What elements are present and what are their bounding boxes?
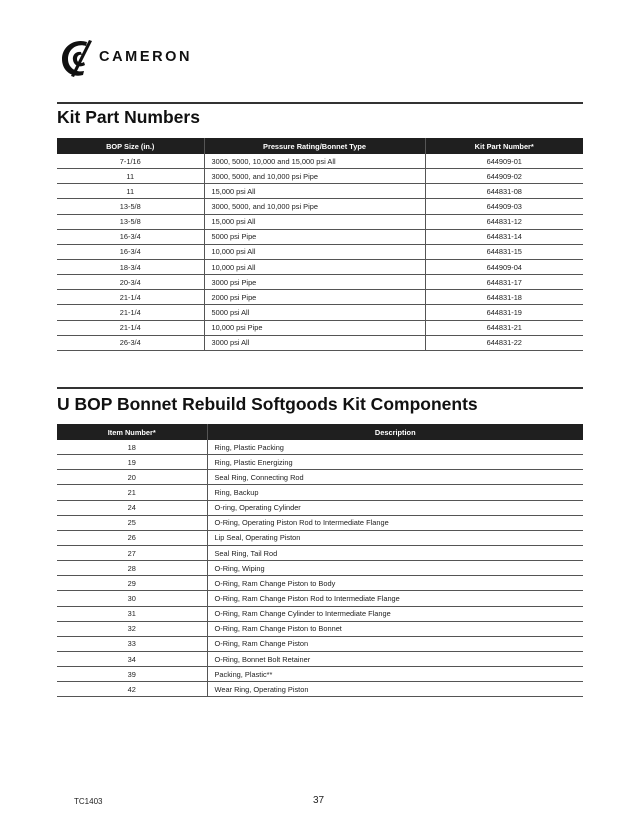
page-number: 37 <box>313 795 325 806</box>
table-cell: 21-1/4 <box>57 290 204 305</box>
table-cell: O-Ring, Ram Change Piston to Bonnet <box>207 621 583 636</box>
table-cell: 24 <box>57 500 207 515</box>
table-cell: 2000 psi Pipe <box>204 290 425 305</box>
table-row <box>57 440 583 455</box>
table-cell: Ring, Plastic Packing <box>207 440 583 455</box>
table-cell: 644831-17 <box>425 275 583 290</box>
table-row <box>57 154 583 169</box>
table-cell: O-Ring, Ram Change Cylinder to Intermediate Flange <box>207 606 583 621</box>
table-cell: 644909-04 <box>425 259 583 274</box>
table-cell: Ring, Backup <box>207 485 583 500</box>
table-cell: 39 <box>57 667 207 682</box>
table-cell: 3000, 5000, 10,000 and 15,000 psi All <box>204 154 425 169</box>
table-cell: 644909-03 <box>425 199 583 214</box>
logo-wordmark: CAMERON <box>99 49 193 65</box>
table-row <box>57 184 583 199</box>
table-cell: O-Ring, Ram Change Piston Rod to Intermediate Flange <box>207 591 583 606</box>
table-cell: 20-3/4 <box>57 275 204 290</box>
kit-part-numbers-table <box>57 138 583 351</box>
table-cell: O-Ring, Operating Piston Rod to Intermediate Flange <box>207 515 583 530</box>
cameron-logo <box>57 36 217 80</box>
table-cell: 10,000 psi All <box>204 259 425 274</box>
section-rule <box>57 387 583 389</box>
table-row <box>57 305 583 320</box>
table-row <box>57 500 583 515</box>
table-cell: O-Ring, Ram Change Piston <box>207 636 583 651</box>
table-cell: 15,000 psi All <box>204 184 425 199</box>
table-row <box>57 682 583 697</box>
header-description: Description <box>207 424 583 440</box>
table-cell: 13-5/8 <box>57 199 204 214</box>
table-cell: 644831-08 <box>425 184 583 199</box>
table-cell: 18-3/4 <box>57 259 204 274</box>
document-code: TC1403 <box>74 797 103 806</box>
header-item-number: Item Number* <box>57 424 207 440</box>
table-cell: 42 <box>57 682 207 697</box>
table-header-row <box>57 424 583 440</box>
table-cell: O-Ring, Bonnet Bolt Retainer <box>207 651 583 666</box>
table-cell: 10,000 psi All <box>204 244 425 259</box>
table-row <box>57 606 583 621</box>
table-row <box>57 591 583 606</box>
table-cell: 3000, 5000, and 10,000 psi Pipe <box>204 199 425 214</box>
table-cell: 20 <box>57 470 207 485</box>
table-cell: O-ring, Operating Cylinder <box>207 500 583 515</box>
table-cell: Lip Seal, Operating Piston <box>207 530 583 545</box>
table-row <box>57 229 583 244</box>
table-cell: 28 <box>57 561 207 576</box>
table-cell: 13-5/8 <box>57 214 204 229</box>
top-rule <box>57 102 583 104</box>
table-cell: 644831-15 <box>425 244 583 259</box>
table-row <box>57 290 583 305</box>
table-row <box>57 199 583 214</box>
table-cell: 644831-19 <box>425 305 583 320</box>
table-cell: 644909-02 <box>425 169 583 184</box>
components-table <box>57 424 583 697</box>
table-cell: 644831-21 <box>425 320 583 335</box>
table-row <box>57 335 583 350</box>
table-row <box>57 470 583 485</box>
header-kit-part-number: Kit Part Number* <box>425 138 583 154</box>
table-cell: Ring, Plastic Energizing <box>207 455 583 470</box>
table-cell: 21-1/4 <box>57 320 204 335</box>
header-bop-size: BOP Size (in.) <box>57 138 204 154</box>
table-row <box>57 515 583 530</box>
table-cell: 21-1/4 <box>57 305 204 320</box>
table-cell: 7-1/16 <box>57 154 204 169</box>
table-cell: 10,000 psi Pipe <box>204 320 425 335</box>
components-title: U BOP Bonnet Rebuild Softgoods Kit Components <box>57 394 478 414</box>
table-cell: 33 <box>57 636 207 651</box>
table-cell: O-Ring, Wiping <box>207 561 583 576</box>
table-cell: 11 <box>57 169 204 184</box>
table-cell: 26 <box>57 530 207 545</box>
table-cell: 644831-22 <box>425 335 583 350</box>
table-cell: Wear Ring, Operating Piston <box>207 682 583 697</box>
table-cell: Packing, Plastic** <box>207 667 583 682</box>
table-cell: 31 <box>57 606 207 621</box>
table-cell: 27 <box>57 545 207 560</box>
table-cell: 644831-12 <box>425 214 583 229</box>
header-pressure-rating: Pressure Rating/Bonnet Type <box>204 138 425 154</box>
table-row <box>57 561 583 576</box>
table-row <box>57 621 583 636</box>
table-cell: 30 <box>57 591 207 606</box>
table-cell: 18 <box>57 440 207 455</box>
table-cell: O-Ring, Ram Change Piston to Body <box>207 576 583 591</box>
table-cell: 16-3/4 <box>57 229 204 244</box>
table-row <box>57 651 583 666</box>
table-cell: 644909-01 <box>425 154 583 169</box>
table-row <box>57 275 583 290</box>
table-cell: 3000 psi All <box>204 335 425 350</box>
table-row <box>57 485 583 500</box>
table-cell: 5000 psi All <box>204 305 425 320</box>
table-row <box>57 259 583 274</box>
table-row <box>57 214 583 229</box>
table-cell: 644831-14 <box>425 229 583 244</box>
table-row <box>57 636 583 651</box>
table-row <box>57 530 583 545</box>
table-cell: 3000 psi Pipe <box>204 275 425 290</box>
table-row <box>57 545 583 560</box>
table-cell: 19 <box>57 455 207 470</box>
table-cell: 34 <box>57 651 207 666</box>
table-cell: 32 <box>57 621 207 636</box>
table-cell: Seal Ring, Connecting Rod <box>207 470 583 485</box>
table-row <box>57 667 583 682</box>
table-cell: 16-3/4 <box>57 244 204 259</box>
table-cell: 644831-18 <box>425 290 583 305</box>
table-cell: 11 <box>57 184 204 199</box>
table-cell: 21 <box>57 485 207 500</box>
kit-part-numbers-title: Kit Part Numbers <box>57 107 200 127</box>
table-cell: 3000, 5000, and 10,000 psi Pipe <box>204 169 425 184</box>
table-row <box>57 576 583 591</box>
table-cell: 25 <box>57 515 207 530</box>
table-cell: 5000 psi Pipe <box>204 229 425 244</box>
table-header-row <box>57 138 583 154</box>
table-cell: 26-3/4 <box>57 335 204 350</box>
table-cell: 29 <box>57 576 207 591</box>
cameron-emblem-icon <box>57 36 97 80</box>
table-row <box>57 455 583 470</box>
table-row <box>57 244 583 259</box>
table-row <box>57 169 583 184</box>
table-row <box>57 320 583 335</box>
table-cell: 15,000 psi All <box>204 214 425 229</box>
table-cell: Seal Ring, Tail Rod <box>207 545 583 560</box>
